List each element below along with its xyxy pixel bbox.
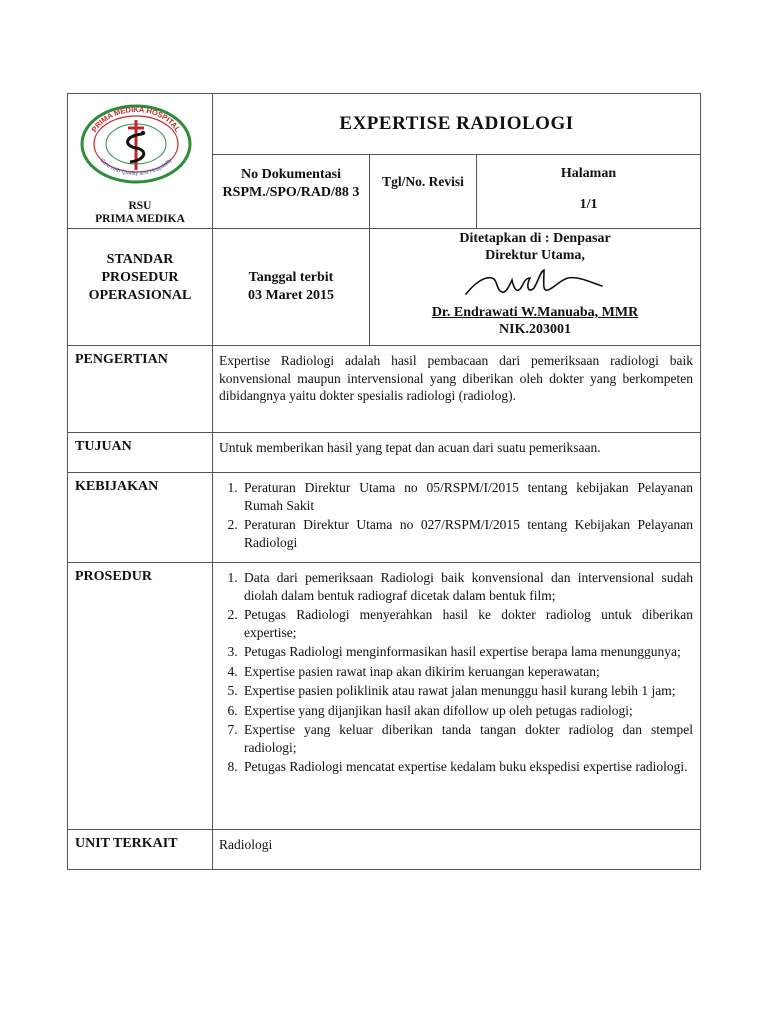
revision-cell <box>370 155 477 229</box>
tujuan-label: TUJUAN <box>68 433 213 473</box>
hospital-logo-icon <box>80 104 192 184</box>
logo-text-top: PRIMA MEDIKA HOSPITAL <box>89 104 183 134</box>
revision-label: Tgl/No. Revisi <box>382 174 464 189</box>
director-name: Dr. Endrawati W.Manuaba, MMR <box>431 305 639 320</box>
doc-number-cell <box>213 155 370 229</box>
issued-label: Tanggal terbit <box>248 270 334 285</box>
director-title: Direktur Utama, <box>485 248 585 263</box>
prosedur-item: 8. Petugas Radiologi mencatat expertise kedalam buku ekspedisi expertise radiologi. <box>241 758 693 776</box>
page-label: Halaman <box>560 166 617 181</box>
kebijakan-item: 2. Peraturan Direktur Utama no 027/RSPM/I/2015 tentang Kebijakan Pelayanan Radiologi <box>241 516 693 551</box>
hospital-logo <box>80 104 192 184</box>
tujuan-text: Untuk memberikan hasil yang tepat dan acuan dari suatu pemeriksaan. <box>213 433 701 473</box>
kebijakan-cell <box>213 473 701 563</box>
prosedur-item: 6. Expertise yang dijanjikan hasil akan difollow up oleh petugas radiologi; <box>241 702 693 720</box>
hospital-logo-cell <box>68 94 213 229</box>
set-at: Ditetapkan di : Denpasar <box>459 231 611 246</box>
sop-table <box>67 93 701 870</box>
prosedur-item: 2. Petugas Radiologi menyerahkan hasil ke dokter radiolog untuk diberikan expertise; <box>241 606 693 641</box>
prosedur-list <box>219 569 693 776</box>
prosedur-item: 7. Expertise yang keluar diberikan tanda tangan dokter radiolog dan stempel radiologi; <box>241 721 693 756</box>
sop-label-1: STANDAR <box>106 252 174 267</box>
hospital-name <box>68 200 212 226</box>
pengertian-text: Expertise Radiologi adalah hasil pembacaan dari pemeriksaan radiologi baik konvensional maupun intervensional yang diberikan oleh dokter yang berkompeten dibidangnya yaitu dokter spesialis radiologi (radiolog). <box>213 346 701 433</box>
unit-label: UNIT TERKAIT <box>68 830 213 870</box>
director-nik: NIK.203001 <box>499 322 571 337</box>
document-title: EXPERTISE RADIOLOGI <box>213 94 701 155</box>
page-cell <box>477 155 701 229</box>
prosedur-item: 5. Expertise pasien poliklinik atau rawat jalan menunggu hasil kurang lebih 1 jam; <box>241 682 693 700</box>
page-value: 1/1 <box>579 197 598 212</box>
sop-label-cell <box>68 229 213 346</box>
kebijakan-list <box>219 479 693 551</box>
hospital-line-1: RSU <box>128 200 152 212</box>
kebijakan-item: 1. Peraturan Direktur Utama no 05/RSPM/I/2015 tentang kebijakan Pelayanan Rumah Sakit <box>241 479 693 514</box>
unit-text: Radiologi <box>213 830 701 870</box>
prosedur-item: 4. Expertise pasien rawat inap akan dikirim keruangan keperawatan; <box>241 663 693 681</box>
issue-date-cell <box>213 229 370 346</box>
prosedur-cell <box>213 563 701 830</box>
doc-number-value: RSPM./SPO/RAD/88 3 <box>222 185 360 200</box>
prosedur-label: PROSEDUR <box>68 563 213 830</box>
prosedur-item: 1. Data dari pemeriksaan Radiologi baik konvensional dan intervensional sudah diolah dalam bentuk radiograf dicetak dalam bentuk film; <box>241 569 693 604</box>
sop-document <box>67 93 700 870</box>
signature-cell <box>370 229 701 346</box>
doc-number-label: No Dokumentasi <box>241 167 341 182</box>
logo-text-bottom: Care with Quality and Hospitality <box>98 157 174 177</box>
issued-date: 03 Maret 2015 <box>247 288 335 303</box>
director-signature <box>460 264 610 304</box>
sop-label-3: OPERASIONAL <box>88 288 192 303</box>
pengertian-label: PENGERTIAN <box>68 346 213 433</box>
prosedur-item: 3. Petugas Radiologi menginformasikan hasil expertise berapa lama menunggunya; <box>241 643 693 661</box>
hospital-line-2: PRIMA MEDIKA <box>95 213 185 225</box>
kebijakan-label: KEBIJAKAN <box>68 473 213 563</box>
sop-label-2: PROSEDUR <box>101 270 179 285</box>
